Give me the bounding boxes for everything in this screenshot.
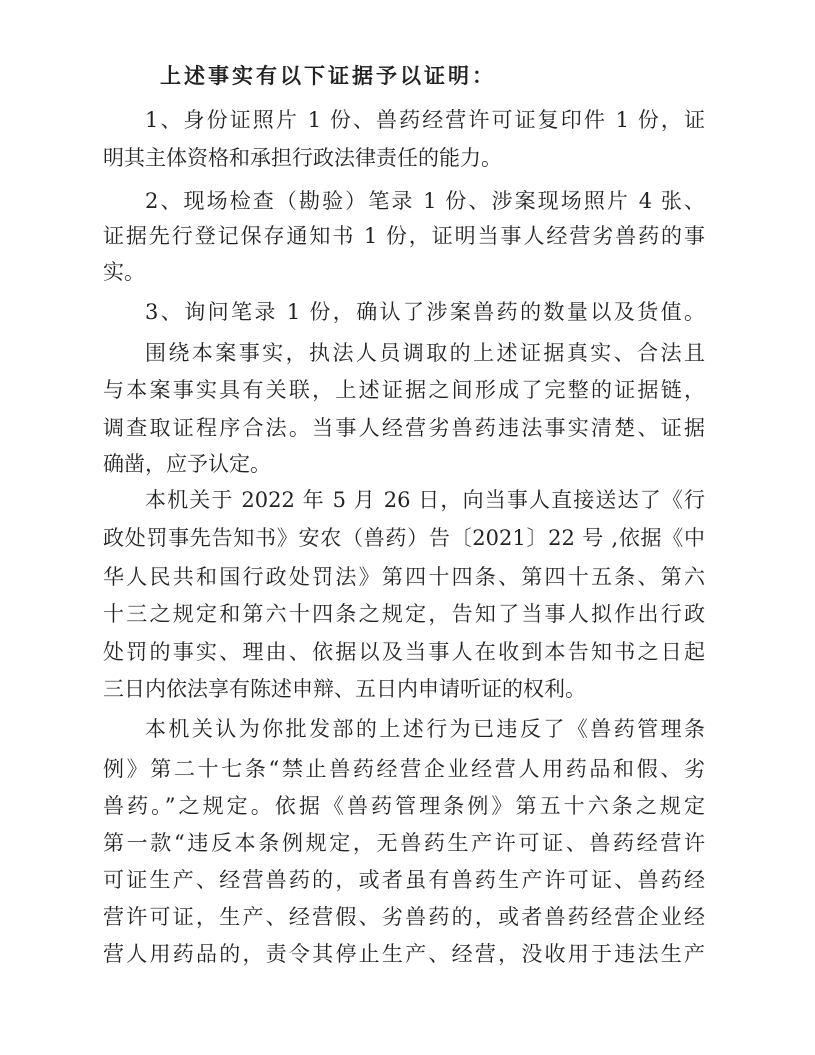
text-line: 十三之规定和第六十四条之规定，告知了当事人拟作出行政 (103, 602, 705, 626)
text-line: 兽药。”之规定。依据《兽药管理条例》第五十六条之规定 (103, 794, 705, 818)
text-line: 3、询问笔录 1 份，确认了涉案兽药的数量以及货值。 (145, 300, 705, 324)
text-line: 证据先行登记保存通知书 1 份，证明当事人经营劣兽药的事 (103, 224, 705, 248)
text-line: 明其主体资格和承担行政法律责任的能力。 (103, 146, 502, 170)
text-line: 本机关于 2022 年 5 月 26 日，向当事人直接送达了《行 (145, 488, 705, 512)
text-line: 营人用药品的，责令其停止生产、经营，没收用于违法生产 (103, 942, 705, 966)
text-line: 政处罚事先告知书》安农（兽药）告〔2021〕22 号 ,依据《中 (103, 526, 705, 550)
text-line: 与本案事实具有关联，上述证据之间形成了完整的证据链， (103, 378, 705, 402)
text-line: 可证生产、经营兽药的，或者虽有兽药生产许可证、兽药经 (103, 868, 705, 892)
text-line: 本机关认为你批发部的上述行为已违反了《兽药管理条 (145, 717, 705, 741)
text-line: 例》第二十七条“禁止兽药经营企业经营人用药品和假、劣 (103, 757, 705, 781)
text-line: 三日内依法享有陈述申辩、五日内申请听证的权利。 (103, 677, 586, 701)
text-line: 营许可证，生产、经营假、劣兽药的，或者兽药经营企业经 (103, 905, 705, 929)
section-heading: 上述事实有以下证据予以证明： (160, 63, 496, 88)
text-line: 第一款“违反本条例规定，无兽药生产许可证、兽药经营许 (103, 831, 705, 855)
text-line: 处罚的事实、理由、依据以及当事人在收到本告知书之日起 (103, 640, 705, 664)
text-line: 1、身份证照片 1 份、兽药经营许可证复印件 1 份，证 (145, 108, 705, 132)
text-line: 调查取证程序合法。当事人经营劣兽药违法事实清楚、证据 (103, 416, 705, 440)
text-line: 围绕本案事实，执法人员调取的上述证据真实、合法且 (145, 341, 705, 365)
text-line: 华人民共和国行政处罚法》第四十四条、第四十五条、第六 (103, 565, 705, 589)
text-line: 实。 (103, 260, 145, 284)
text-line: 确凿，应予认定。 (103, 452, 271, 476)
text-line: 2、现场检查（勘验）笔录 1 份、涉案现场照片 4 张、 (145, 189, 705, 213)
